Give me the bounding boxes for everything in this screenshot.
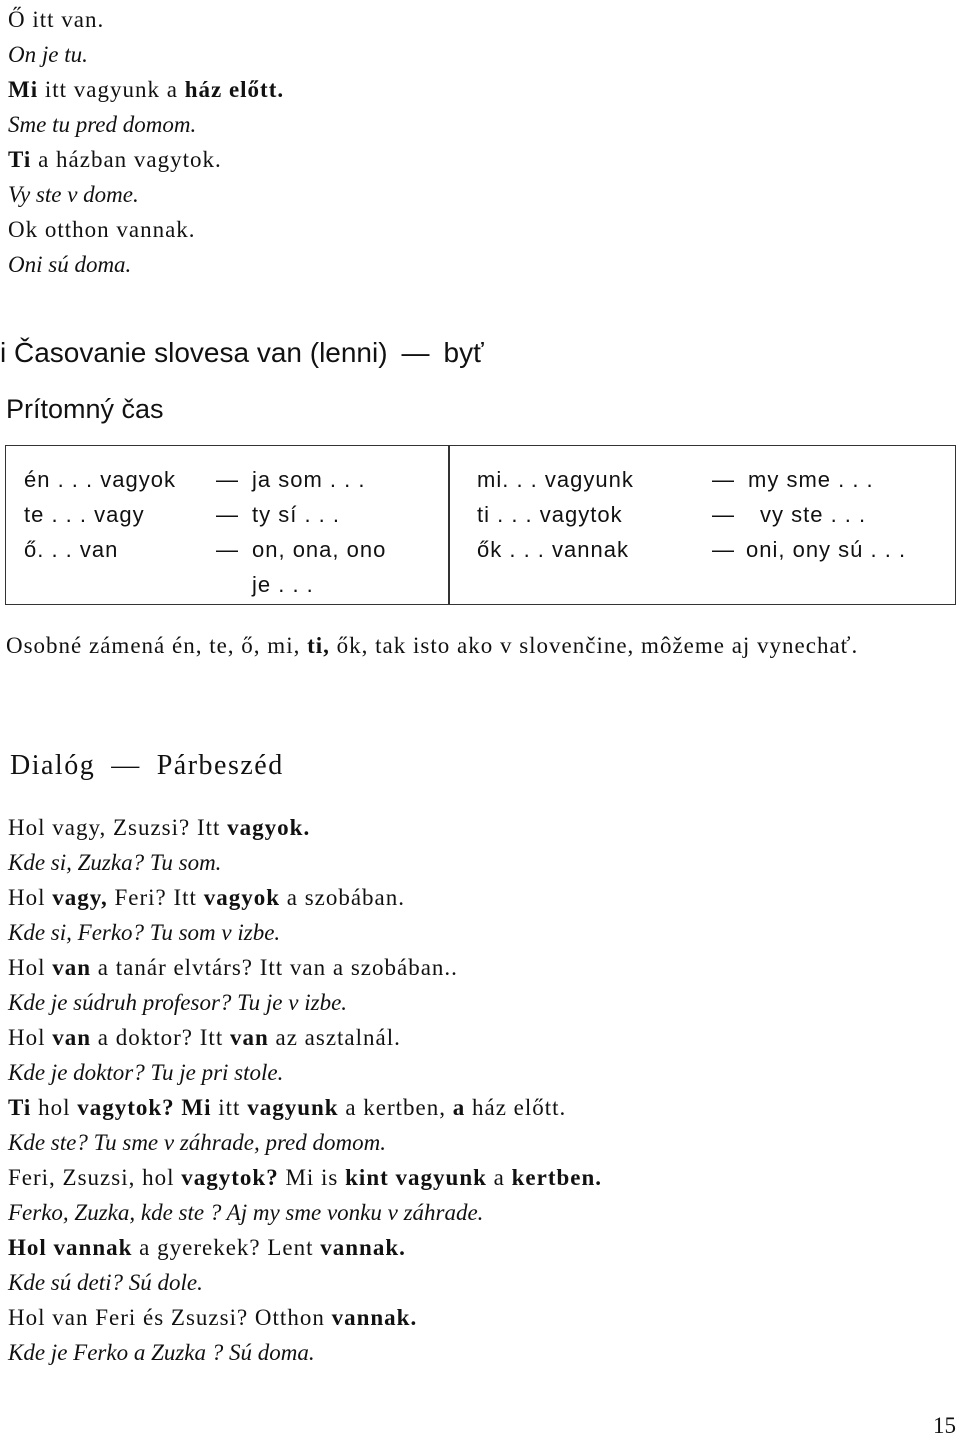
conj-sk-continuation: je . . . <box>252 572 314 597</box>
conj-sk: ja som . . . <box>252 467 366 492</box>
section-subtitle: Prítomný čas <box>6 394 164 424</box>
dialog-line: Feri, Zsuzsi, hol vagytok? Mi is kint vagyunk a kertben. <box>8 1165 603 1190</box>
conj-sk: ty sí . . . <box>252 502 341 527</box>
text-segment: Ok otthon vannak. <box>8 217 196 242</box>
dialog-title-hu: Dialóg <box>10 750 96 781</box>
dialog-line: Hol vannak a gyerekek? Lent vannak. <box>8 1235 406 1260</box>
conj-sk: oni, ony sú . . . <box>746 537 907 562</box>
dialog-line: Kde si, Ferko? Tu som v izbe. <box>8 920 281 945</box>
table-divider <box>448 446 450 604</box>
dialog-line: Ti hol vagytok? Mi itt vagyunk a kertben, a ház előtt. <box>8 1095 567 1120</box>
dialog-line: Ferko, Zuzka, kde ste ? Aj my sme vonku v záhrade. <box>8 1200 484 1225</box>
dialog-line: Kde je doktor? Tu je pri stole. <box>8 1060 284 1085</box>
conj-hu: ti . . . vagytok <box>477 502 623 527</box>
text-segment: ti, <box>307 633 330 658</box>
dialog-line: Hol van a doktor? Itt van az asztalnál. <box>8 1025 401 1050</box>
section-dash: — <box>401 337 430 368</box>
conj-dash: — <box>216 467 239 492</box>
text-segment: On je tu. <box>8 42 88 67</box>
conj-hu: mi. . . vagyunk <box>477 467 634 492</box>
section-title-end: byť <box>443 337 484 368</box>
text-segment: Oni sú doma. <box>8 252 132 277</box>
intro-line <box>8 216 196 244</box>
dialog-title <box>10 748 284 784</box>
text-segment: Osobné zámená én, te, ő, mi, <box>6 633 308 658</box>
text-segment: a házban vagytok. <box>31 147 222 172</box>
conj-hu: ők . . . vannak <box>477 537 629 562</box>
pronoun-note <box>6 628 956 663</box>
intro-line <box>8 111 196 139</box>
conj-hu: te . . . vagy <box>24 502 145 527</box>
section-title: Časovanie slovesa van (lenni) <box>14 337 388 368</box>
dialog-line: Kde je súdruh profesor? Tu je v izbe. <box>8 990 348 1015</box>
dialog-line: Kde ste? Tu sme v záhrade, pred domom. <box>8 1130 386 1155</box>
text-segment: előtt. <box>228 77 285 102</box>
conj-dash: — <box>712 537 735 562</box>
intro-line <box>8 181 139 209</box>
conj-sk: vy ste . . . <box>760 502 867 527</box>
text-segment: ház <box>184 77 223 102</box>
text-segment: ők, tak isto ako v slovenčine, môžeme aj vynechať. <box>329 633 859 658</box>
conj-dash: — <box>712 467 735 492</box>
conj-hu: én . . . vagyok <box>24 467 176 492</box>
dialog-line: Kde si, Zuzka? Tu som. <box>8 850 222 875</box>
text-segment: Sme tu pred domom. <box>8 112 197 137</box>
conj-dash: — <box>216 537 239 562</box>
dialog-line: Kde je Ferko a Zuzka ? Sú doma. <box>8 1340 315 1365</box>
dialog-line: Hol van Feri és Zsuzsi? Otthon vannak. <box>8 1305 418 1330</box>
text-segment: Vy ste v dome. <box>8 182 139 207</box>
section-heading <box>0 336 484 370</box>
conj-hu: ő. . . van <box>24 537 119 562</box>
conj-dash: — <box>712 502 735 527</box>
dialog-line: Hol vagy, Zsuzsi? Itt vagyok. <box>8 815 311 840</box>
page-number: 15 <box>933 1413 956 1438</box>
intro-line <box>8 6 104 34</box>
conj-dash: — <box>216 502 239 527</box>
intro-line <box>8 146 222 174</box>
conj-sk: my sme . . . <box>748 467 874 492</box>
text-segment: Mi <box>8 77 39 102</box>
dialog-title-dash: — <box>111 750 141 781</box>
conj-sk: on, ona, ono <box>252 537 387 562</box>
section-marker: i <box>0 337 7 368</box>
conjugation-table <box>5 445 956 605</box>
intro-line <box>8 251 131 279</box>
dialog-title-sk: Párbeszéd <box>156 750 284 781</box>
dialog-line: Hol vagy, Feri? Itt vagyok a szobában. <box>8 885 406 910</box>
text-segment: itt vagyunk a <box>38 77 185 102</box>
dialog-line: Kde sú deti? Sú dole. <box>8 1270 203 1295</box>
text-segment <box>222 77 229 102</box>
text-segment: Ő itt van. <box>8 7 105 32</box>
intro-line <box>8 76 284 104</box>
intro-line <box>8 41 88 69</box>
text-segment: Ti <box>8 147 32 172</box>
dialog-line: Hol van a tanár elvtárs? Itt van a szobában.. <box>8 955 458 980</box>
